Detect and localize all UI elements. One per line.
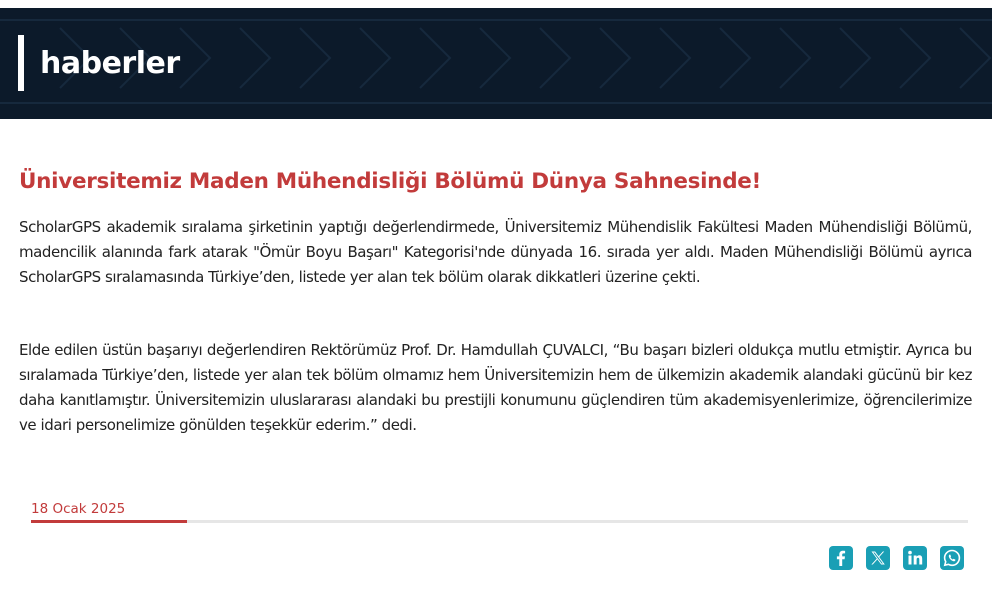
article-paragraph: Elde edilen üstün başarıyı değerlendiren Rektörümüz Prof. Dr. Hamdullah ÇUVALCI, “Bu başarı bizleri oldukça mutlu etmiştir. Ayrıca bu sıralamada Türkiye’den, listede yer alan tek bölüm olmamız hem Üniversitemizin hem de ülkemizin akademik alandaki gücünü bir kez daha kanıtlamıştır. Üniversitemizin uluslararası alandaki bu prestijli konumunu güçlendiren tüm akademisyenlerimize, öğrencilerimize ve idari personelimize gönülden teşekkür ederim.” dedi. (19, 341, 972, 434)
article-paragraph: ScholarGPS akademik sıralama şirketinin yaptığı değerlendirmede, Üniversitemiz Mühendislik Fakültesi Maden Mühendisliği Bölümü, madencilik alanında fark atarak "Ömür Boyu Başarı" Kategorisi'nde dünyada 16. sırada yer aldı. Maden Mühendisliği Bölümü ayrıca ScholarGPS sıralamasında Türkiye’den, listede yer alan tek bölüm olarak dikkatleri üzerine çekti. (19, 218, 972, 286)
linkedin-icon (902, 545, 928, 571)
page-title: haberler (40, 46, 180, 81)
page-banner (0, 8, 992, 119)
share-x-button[interactable] (865, 545, 891, 571)
top-strip (0, 0, 992, 8)
date-divider-accent (31, 520, 187, 523)
share-linkedin-button[interactable] (902, 545, 928, 571)
x-icon (865, 545, 891, 571)
share-whatsapp-button[interactable] (939, 545, 965, 571)
facebook-icon (828, 545, 854, 571)
article-headline: Üniversitemiz Maden Mühendisliği Bölümü Dünya Sahnesinde! (19, 169, 762, 194)
article-date: 18 Ocak 2025 (31, 501, 126, 517)
whatsapp-icon (939, 545, 965, 571)
banner-accent-bar (18, 35, 24, 91)
share-facebook-button[interactable] (828, 545, 854, 571)
